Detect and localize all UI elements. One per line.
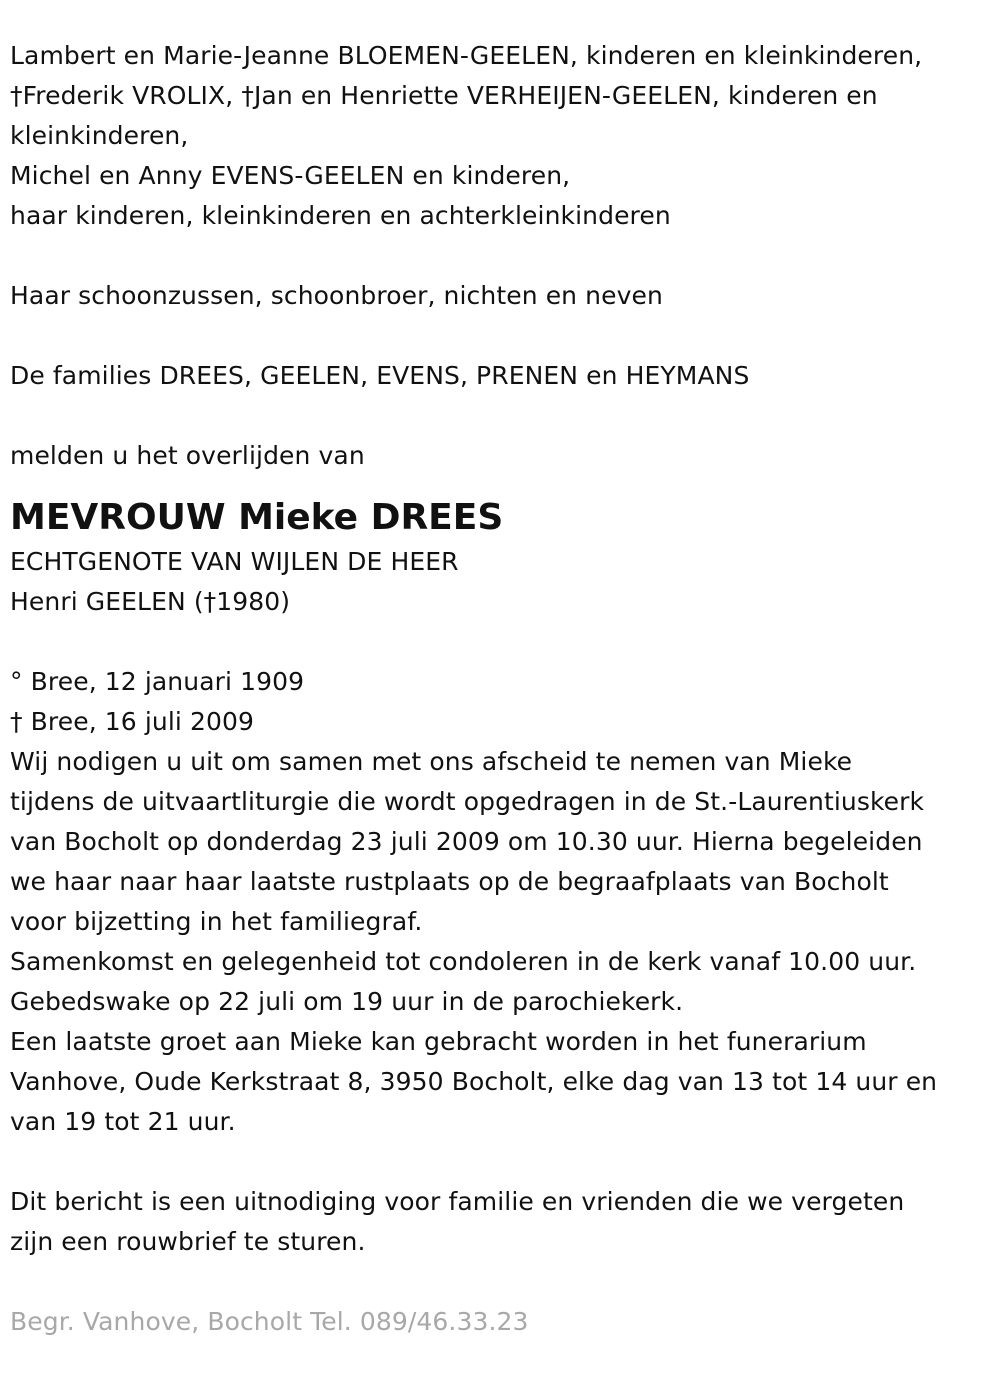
spouse-name: Henri GEELEN (†1980) xyxy=(10,587,291,616)
announcer-line: †Frederik VROLIX, †Jan en Henriette VERHEIJEN-GEELEN, kinderen en xyxy=(10,81,878,110)
notice-block xyxy=(10,1182,990,1262)
families-line: De families DREES, GEELEN, EVENS, PRENEN en HEYMANS xyxy=(10,361,750,390)
birth-line: ° Bree, 12 januari 1909 xyxy=(10,667,305,696)
death-line: † Bree, 16 juli 2009 xyxy=(10,707,254,736)
announcer-line: Michel en Anny EVENS-GEELEN en kinderen, xyxy=(10,161,571,190)
relatives-line: Haar schoonzussen, schoonbroer, nichten en neven xyxy=(10,281,663,310)
announcer-line: Lambert en Marie-Jeanne BLOEMEN-GEELEN, kinderen en kleinkinderen, xyxy=(10,41,923,70)
announcer-line: haar kinderen, kleinkinderen en achterkleinkinderen xyxy=(10,201,671,230)
invitation-line: voor bijzetting in het familiegraf. xyxy=(10,907,423,936)
invitation-line: we haar naar haar laatste rustplaats op de begraafplaats van Bocholt xyxy=(10,867,889,896)
obituary-notice xyxy=(10,36,990,1342)
invitation-line: Een laatste groet aan Mieke kan gebracht worden in het funerarium xyxy=(10,1027,867,1056)
invitation-line: van Bocholt op donderdag 23 juli 2009 om 10.30 uur. Hierna begeleiden xyxy=(10,827,923,856)
invitation-block xyxy=(10,742,990,1142)
invitation-line: tijdens de uitvaartliturgie die wordt opgedragen in de St.-Laurentiuskerk xyxy=(10,787,925,816)
invitation-line: van 19 tot 21 uur. xyxy=(10,1107,236,1136)
invitation-line: Gebedswake op 22 juli om 19 uur in de parochiekerk. xyxy=(10,987,684,1016)
notice-line: zijn een rouwbrief te sturen. xyxy=(10,1227,366,1256)
invitation-line: Vanhove, Oude Kerkstraat 8, 3950 Bocholt, elke dag van 13 tot 14 uur en xyxy=(10,1067,938,1096)
notice-line: Dit bericht is een uitnodiging voor familie en vrienden die we vergeten xyxy=(10,1187,905,1216)
invitation-line: Wij nodigen u uit om samen met ons afscheid te nemen van Mieke xyxy=(10,747,853,776)
funeral-home-footer: Begr. Vanhove, Bocholt Tel. 089/46.33.23 xyxy=(10,1307,529,1336)
announcers-block xyxy=(10,36,990,236)
announce-text: melden u het overlijden van xyxy=(10,441,365,470)
spouse-title: ECHTGENOTE VAN WIJLEN DE HEER xyxy=(10,547,459,576)
deceased-name: MEVROUW Mieke DREES xyxy=(10,497,504,538)
announcer-line: kleinkinderen, xyxy=(10,121,189,150)
invitation-line: Samenkomst en gelegenheid tot condoleren in de kerk vanaf 10.00 uur. xyxy=(10,947,917,976)
